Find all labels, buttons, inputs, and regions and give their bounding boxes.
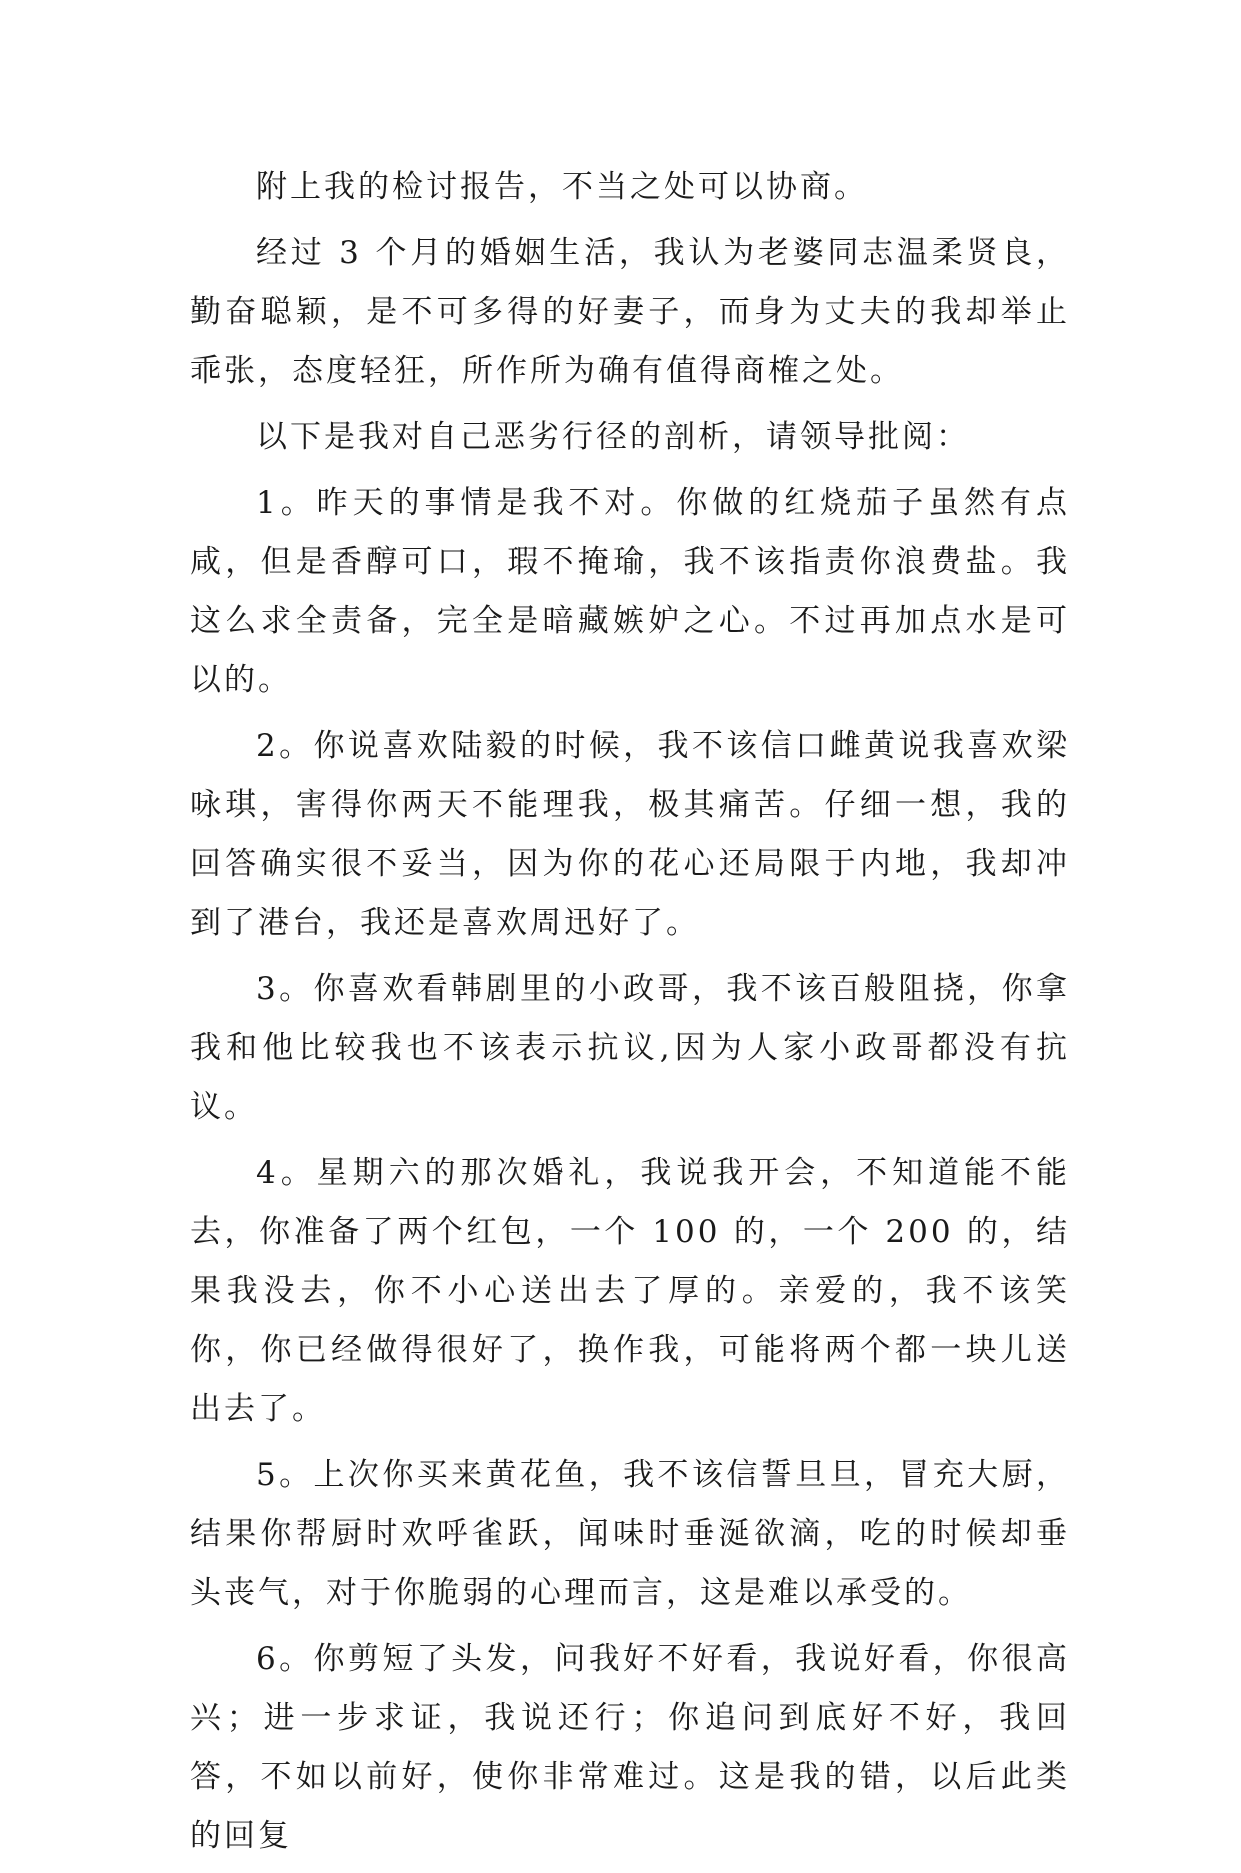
paragraph-item-3: 3。你喜欢看韩剧里的小政哥，我不该百般阻挠，你拿我和他比较我也不该表示抗议,因为人家小政哥都没有抗议。 xyxy=(190,971,1070,1125)
paragraph-item-1: 1。昨天的事情是我不对。你做的红烧茄子虽然有点咸，但是香醇可口，瑕不掩瑜，我不该指责你浪费盐。我这么求全责备，完全是暗藏嫉妒之心。不过再加点水是可以的。 xyxy=(190,485,1070,698)
paragraph-intro: 附上我的检讨报告，不当之处可以协商。 xyxy=(256,169,868,205)
paragraph-background: 经过 3 个月的婚姻生活，我认为老婆同志温柔贤良，勤奋聪颖，是不可多得的好妻子，而身为丈夫的我却举止乖张，态度轻狂，所作所为确有值得商榷之处。 xyxy=(190,235,1070,389)
paragraph-preface: 以下是我对自己恶劣行径的剖析，请领导批阅： xyxy=(256,419,970,455)
paragraph-item-6: 6。你剪短了头发，问我好不好看，我说好看，你很高兴；进一步求证，我说还行；你追问到底好不好，我回答，不如以前好，使你非常难过。这是我的错，以后此类的回复 xyxy=(190,1641,1070,1854)
document-body xyxy=(190,158,1070,1873)
paragraph-item-5: 5。上次你买来黄花鱼，我不该信誓旦旦，冒充大厨，结果你帮厨时欢呼雀跃，闻味时垂涎欲滴，吃的时候却垂头丧气，对于你脆弱的心理而言，这是难以承受的。 xyxy=(190,1457,1070,1611)
paragraph-item-2: 2。你说喜欢陆毅的时候，我不该信口雌黄说我喜欢梁咏琪，害得你两天不能理我，极其痛苦。仔细一想，我的回答确实很不妥当，因为你的花心还局限于内地，我却冲到了港台，我还是喜欢周迅好了。 xyxy=(190,728,1070,941)
paragraph-item-4: 4。星期六的那次婚礼，我说我开会，不知道能不能去，你准备了两个红包，一个 100 的，一个 200 的，结果我没去，你不小心送出去了厚的。亲爱的，我不该笑你，你已经做得很好了，换作我，可能将两个都一块儿送出去了。 xyxy=(190,1155,1070,1427)
